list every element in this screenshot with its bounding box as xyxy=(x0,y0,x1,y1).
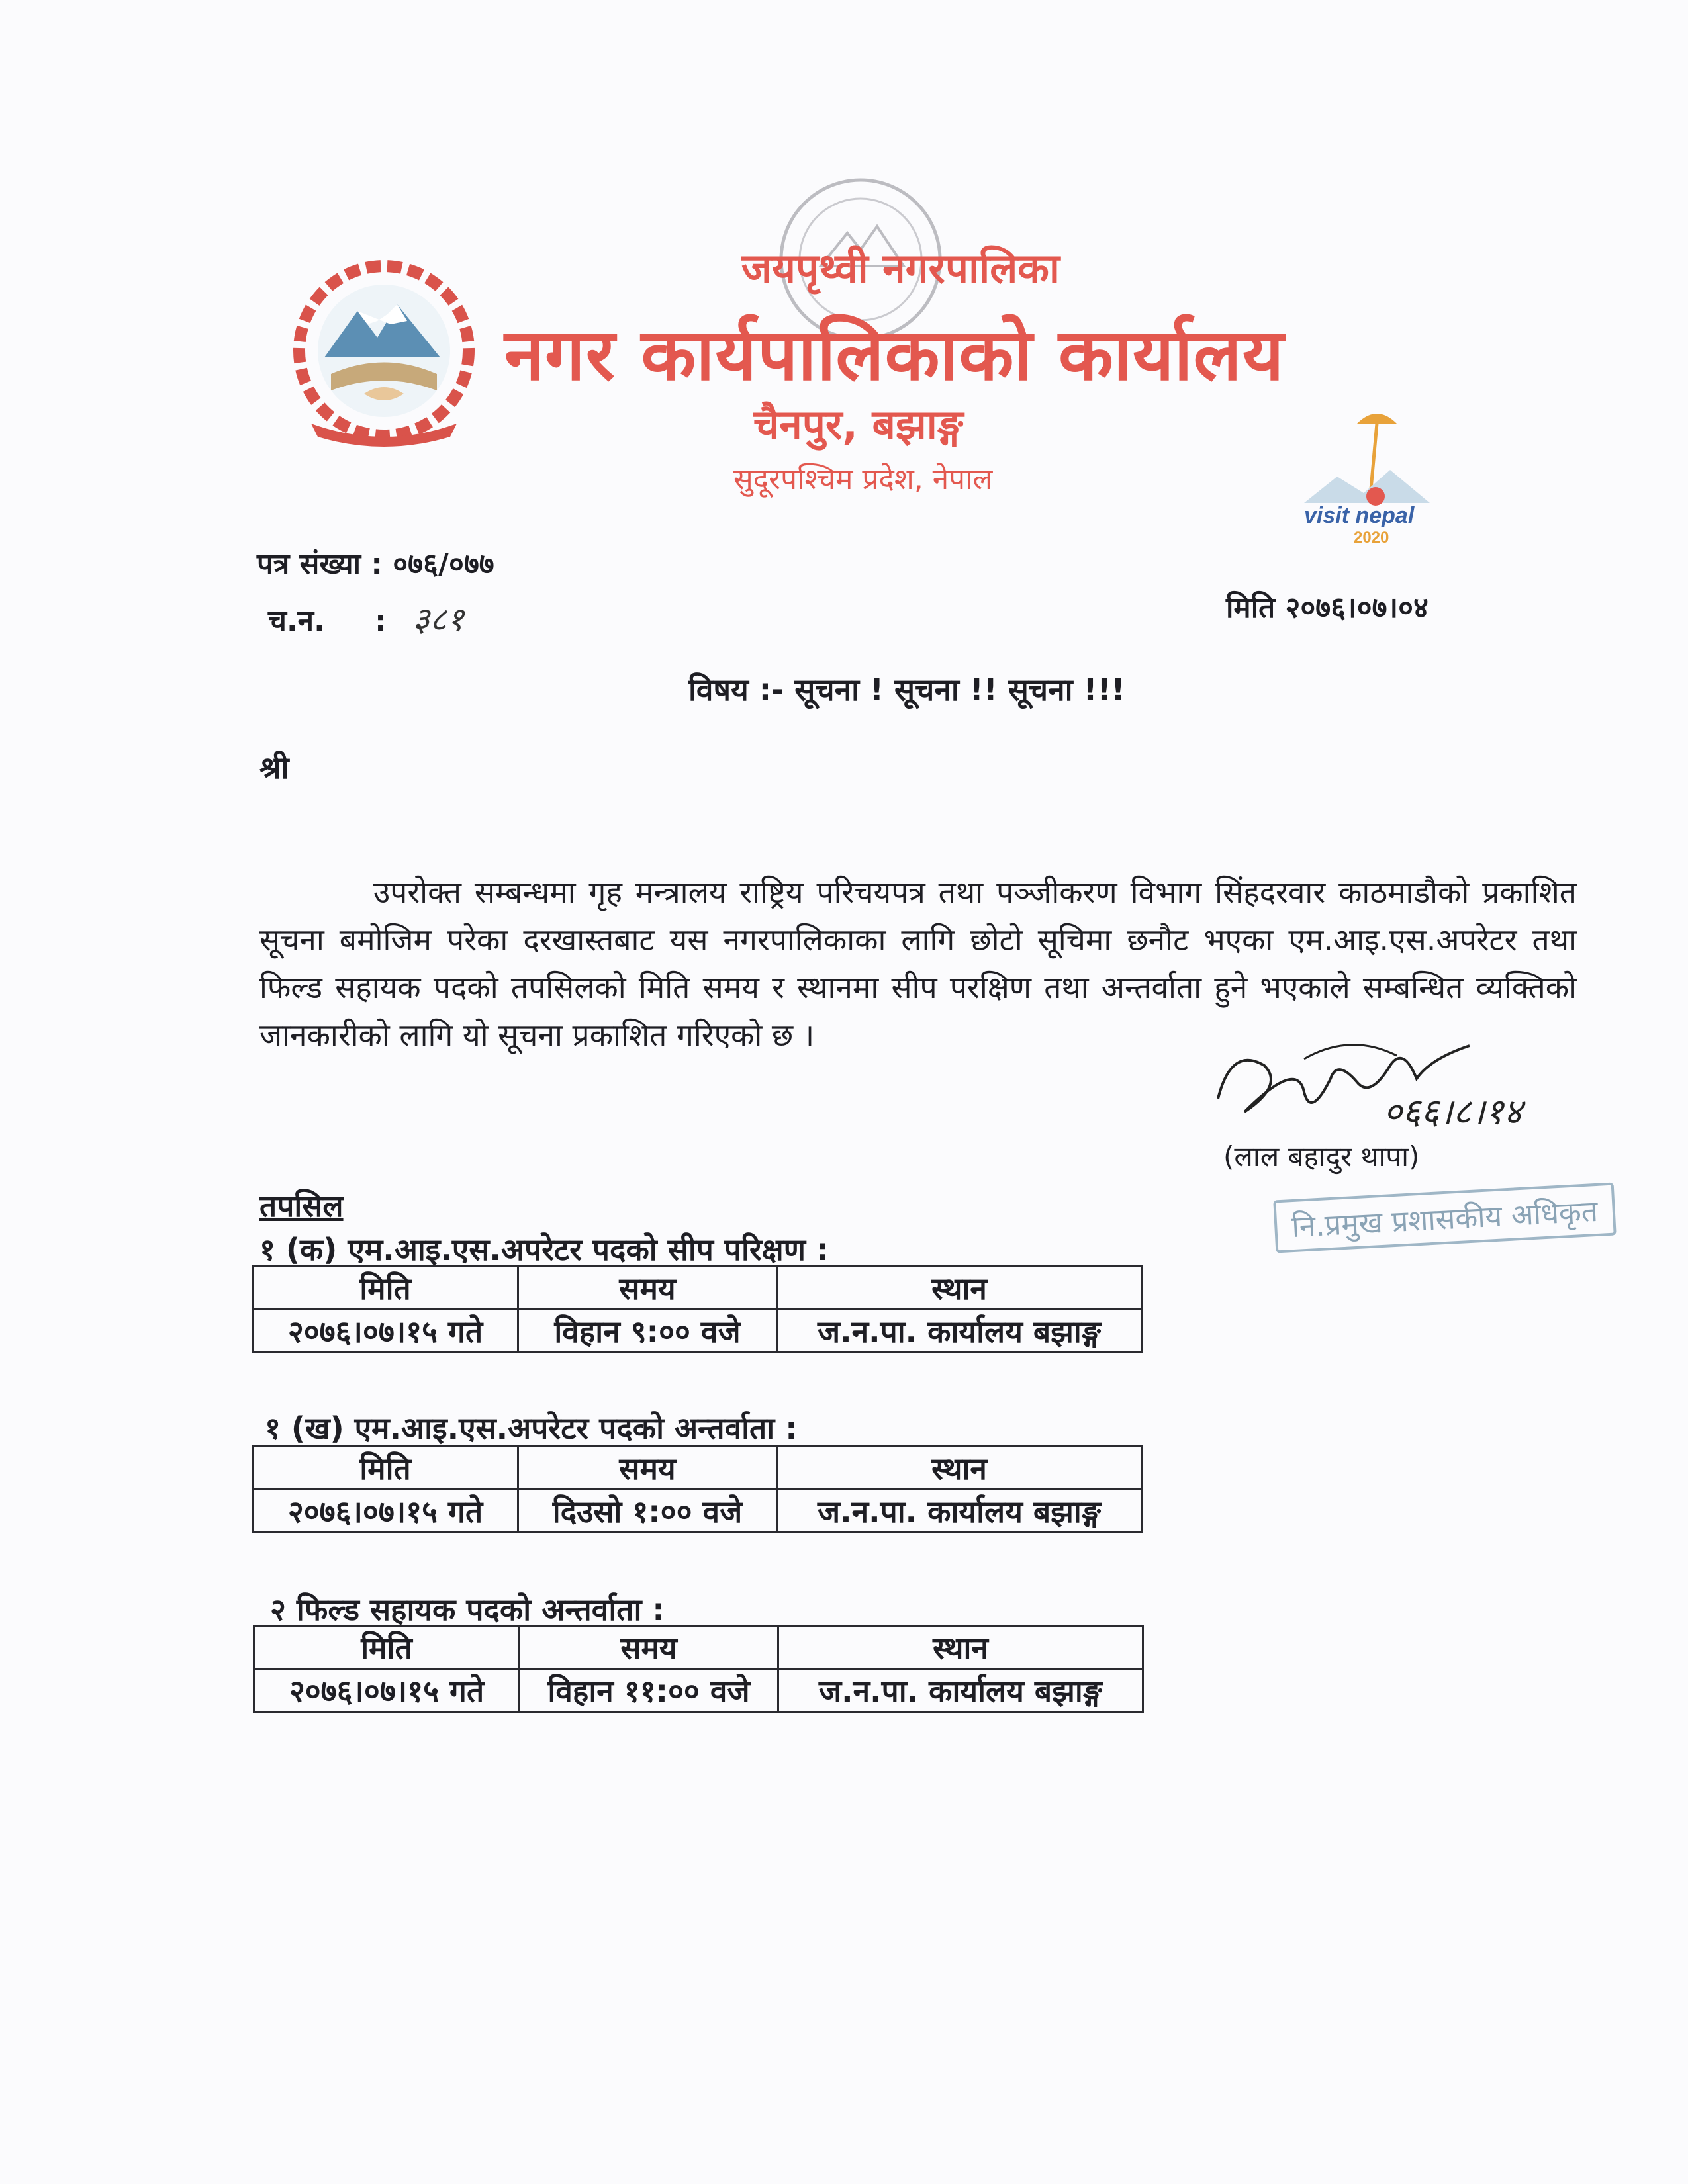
dispatch-label: च.न. xyxy=(268,604,325,638)
column-header-time: समय xyxy=(518,1447,777,1490)
visit-nepal-text: visit nepal xyxy=(1304,503,1415,528)
office-address: चैनपुर, बझाङ्ग xyxy=(753,400,964,449)
dispatch-number: च.न. : ३८१ xyxy=(268,600,465,639)
date-value: २०७६।०७।०४ xyxy=(1285,591,1429,625)
municipality-name: जयपृथ्वी नगरपालिका xyxy=(741,244,1060,293)
column-header-time: समय xyxy=(520,1626,778,1669)
table-header-row xyxy=(253,1267,1142,1310)
section-title: १ (ख) एम.आइ.एस.अपरेटर पदको अन्तर्वाता : xyxy=(265,1410,798,1446)
reference-number xyxy=(257,543,494,582)
column-header-date: मिति xyxy=(254,1626,520,1669)
annex-title: तपसिल xyxy=(259,1188,344,1224)
cell-date: २०७६।०७।१५ गते xyxy=(253,1310,518,1353)
cell-date: २०७६।०७।१५ गते xyxy=(253,1490,518,1533)
nepal-emblem-icon xyxy=(285,258,483,450)
schedule-table xyxy=(253,1625,1144,1713)
dispatch-value: ३८१ xyxy=(412,600,465,639)
column-header-time: समय xyxy=(518,1267,777,1310)
column-header-venue: स्थान xyxy=(777,1267,1142,1310)
subject-line: विषय :- सूचना ! सूचना !! सूचना !!! xyxy=(688,672,1125,707)
svg-text:2020: 2020 xyxy=(1354,529,1389,547)
column-header-venue: स्थान xyxy=(778,1626,1143,1669)
cell-venue: ज.न.पा. कार्यालय बझाङ्ग xyxy=(778,1669,1143,1712)
table-header-row xyxy=(254,1626,1143,1669)
section-title: १ (क) एम.आइ.एस.अपरेटर पदको सीप परिक्षण : xyxy=(259,1232,829,1267)
table-header-row xyxy=(253,1447,1142,1490)
cell-venue: ज.न.पा. कार्यालय बझाङ्ग xyxy=(777,1490,1142,1533)
cell-time: दिउसो १:०० वजे xyxy=(518,1490,777,1533)
signatory-name: (लाल बहादुर थापा) xyxy=(1223,1140,1420,1173)
cell-time: विहान ९:०० वजे xyxy=(518,1310,777,1353)
notice-body: उपरोक्त सम्बन्धमा गृह मन्त्रालय राष्ट्रिय परिचयपत्र तथा पञ्जीकरण विभाग सिंहदरवार काठमाडौको प्रकाशित सूचना बमोजिम परेका दरखास्तबाट यस नगरपालिकाका लागि छोटो सूचिमा छनौट भएका एम.आइ.एस.अपरेटर तथा फिल्ड सहायक पदको तपसिलको मिति समय र स्थानमा सीप परक्षिण तथा अन्तर्वाता हुने भएकाले सम्बन्धित व्यक्तिको जानकारीको लागि यो सूचना प्रकाशित गरिएको छ । xyxy=(259,874,1577,1053)
table-row xyxy=(253,1490,1142,1533)
table-row xyxy=(254,1669,1143,1712)
office-title: नगर कार्यपालिकाको कार्यालय xyxy=(504,314,1285,396)
letter-date xyxy=(1226,586,1429,626)
ref-value: ०७६/०७७ xyxy=(393,547,494,581)
column-header-venue: स्थान xyxy=(777,1447,1142,1490)
officer-stamp: नि.प्रमुख प्रशासकीय अधिकृत xyxy=(1273,1183,1616,1253)
signature-date: ०६६।८।१४ xyxy=(1383,1091,1523,1132)
visit-nepal-2020-logo xyxy=(1291,397,1483,549)
schedule-table xyxy=(252,1265,1143,1353)
section-title: २ फिल्ड सहायक पदको अन्तर्वाता : xyxy=(270,1592,665,1627)
date-label: मिति xyxy=(1226,591,1276,625)
province-country: सुदूरपश्चिम प्रदेश, नेपाल xyxy=(733,463,993,496)
table-row xyxy=(253,1310,1142,1353)
ref-label: पत्र संख्या : xyxy=(257,547,383,581)
cell-date: २०७६।०७।१५ गते xyxy=(254,1669,520,1712)
column-header-date: मिति xyxy=(253,1447,518,1490)
cell-time: विहान ११:०० वजे xyxy=(520,1669,778,1712)
schedule-table xyxy=(252,1445,1143,1533)
salutation: श्री xyxy=(259,750,289,786)
cell-venue: ज.न.पा. कार्यालय बझाङ्ग xyxy=(777,1310,1142,1353)
column-header-date: मिति xyxy=(253,1267,518,1310)
